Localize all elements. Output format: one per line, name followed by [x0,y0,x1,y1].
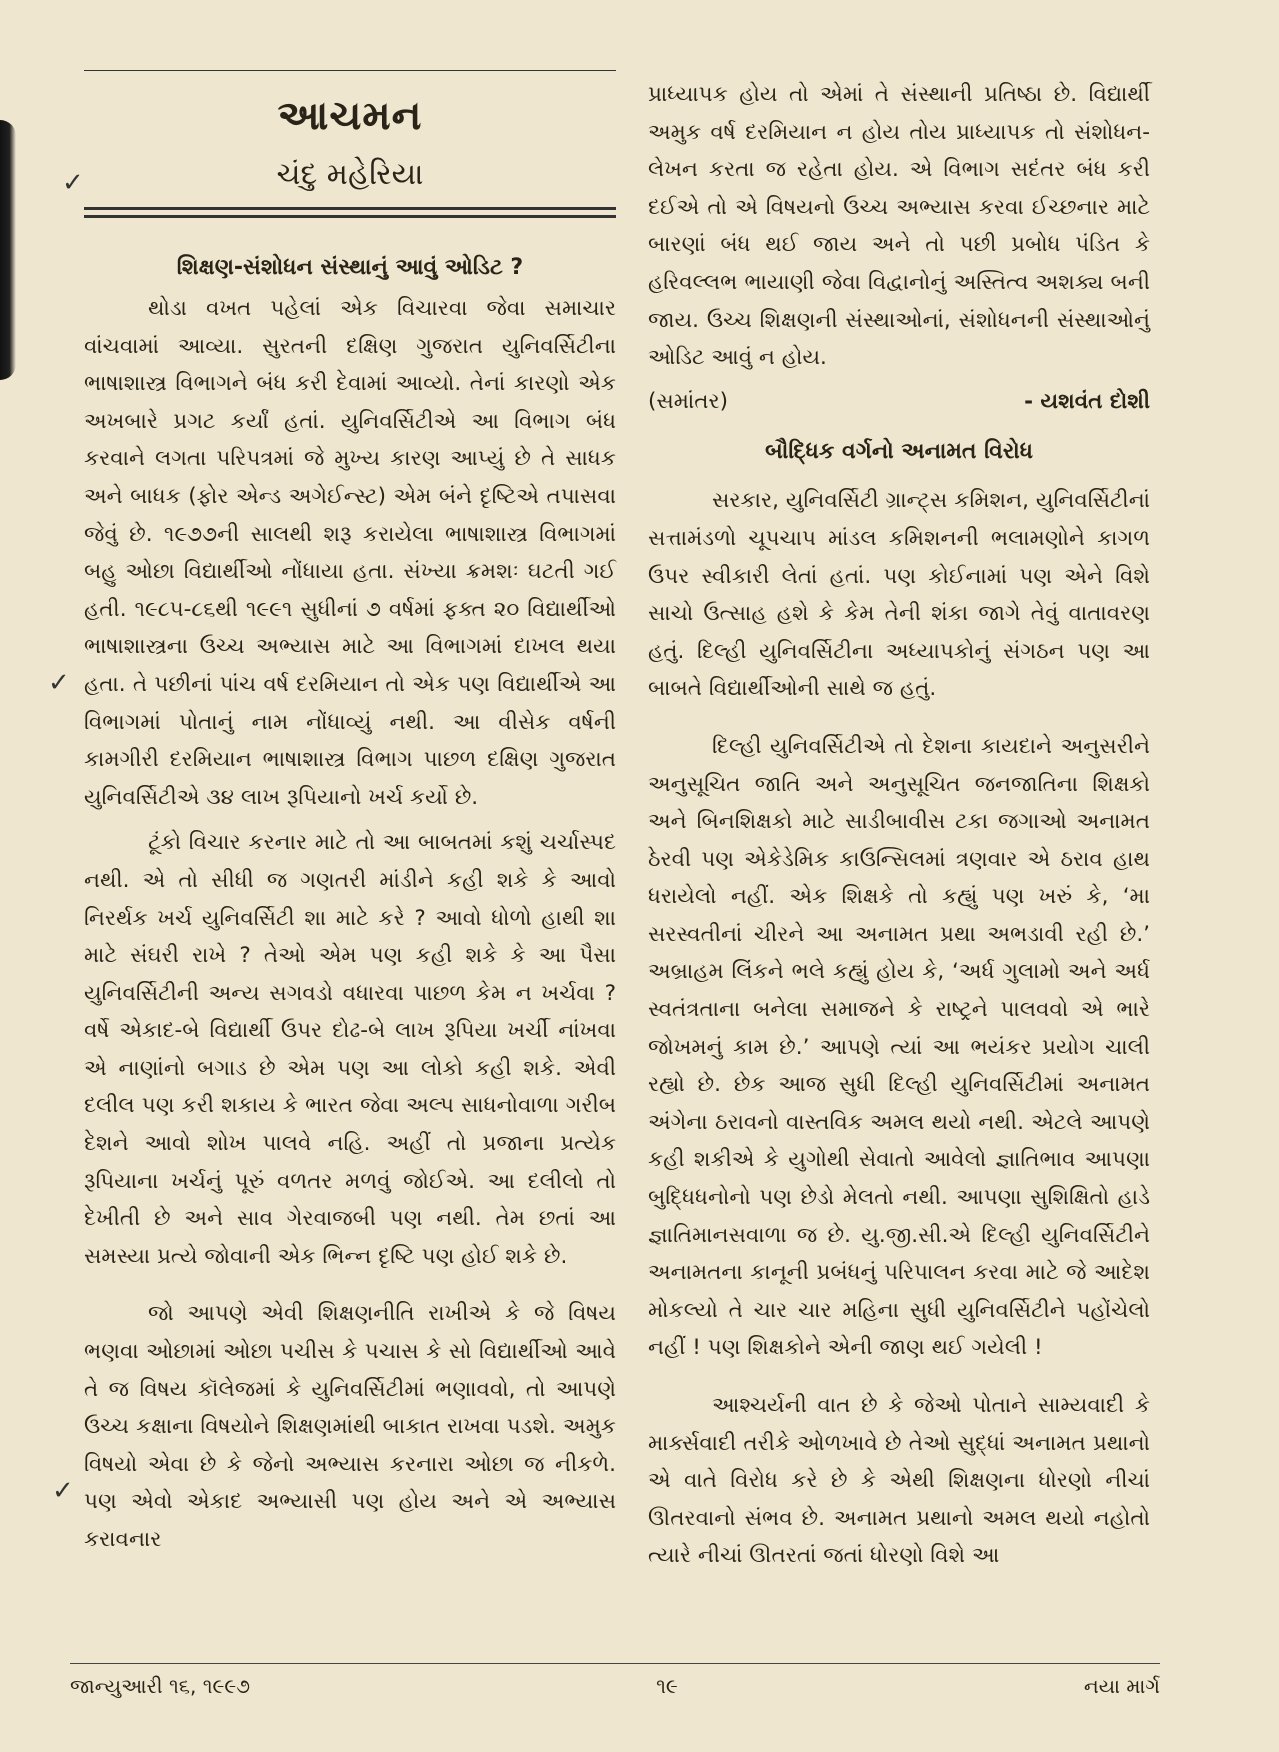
footer-date: જાન્યુઆરી ૧૬, ૧૯૯૭ [70,1674,251,1698]
article-paragraph: જો આપણે એવી શિક્ષણનીતિ રાખીએ કે જે વિષય ભણવા ઓછામાં ઓછા પચીસ કે પચાસ કે સો વિદ્યાર્થીઓ આવે તે જ વિષય કૉલેજમાં કે યુનિવર્સિટીમાં ભણાવવો, તો આપણે ઉચ્ચ કક્ષાના વિષયોને શિક્ષણમાંથી બાકાત રાખવા પડશે. અમુક વિષયો એવા છે કે જેનો અભ્યાસ કરનારા ઓછા જ નીકળે. પણ એવો એકાદ અભ્યાસી પણ હોય અને એ અભ્યાસ કરાવનાર [84,1301,616,1552]
page-number: ૧૯ [656,1674,678,1698]
article-title: શિક્ષણ-સંશોધન સંસ્થાનું આવું ઓડિટ ? [176,255,524,280]
article-paragraph: દિલ્હી યુનિવર્સિટીએ તો દેશના કાયદાને અનુસરીને અનુસૂચિત જાતિ અને અનુસૂચિત જનજાતિના શિક્ષકો અને બિનશિક્ષકો માટે સાડીબાવીસ ટકા જગાઓ અનામત ઠેરવી પણ એકેડેમિક કાઉન્સિલમાં ત્રણવાર એ ઠરાવ હાથ ધરાયેલો નહીં. એક શિક્ષકે તો કહ્યું પણ ખરું કે, ‘મા સરસ્વતીનાં ચીરને આ અનામત પ્રથા અભડાવી રહી છે.’ અબ્રાહમ લિંકને ભલે કહ્યું હોય કે, ‘અર્ધ ગુલામો અને અર્ધ સ્વતંત્રતાના બનેલા સમાજને કે રાષ્ટ્રને પાલવવો એ ભારે જોખમનું કામ છે.’ આપણે ત્યાં આ ભયંકર પ્રયોગ ચાલી રહ્યો છે. છેક આજ સુધી દિલ્હી યુનિવર્સિટીમાં અનામત અંગેના ઠરાવનો વાસ્તવિક અમલ થયો નથી. એટલે આપણે કહી શકીએ કે યુગોથી સેવાતો આવેલો જ્ઞાતિભાવ આપણા બુદ્ધિધનોનો પણ છેડો મેલતો નથી. આપણા સુશિક્ષિતો હાડે જ્ઞાતિમાનસવાળા જ છે. યુ.જી.સી.એ દિલ્હી યુનિવર્સિટીને અનામતના કાનૂની પ્રબંધનું પરિપાલન કરવા માટે જે આદેશ મોકલ્યો તે ચાર ચાર મહિના સુધી યુનિવર્સિટીને પહોંચેલો નહીં ! પણ શિક્ષકોને એની જાણ થઈ ગયેલી ! [648,733,1150,1361]
double-rule [84,215,616,218]
source-label: (સમાંતર) [648,388,729,414]
article-paragraph: સરકાર, યુનિવર્સિટી ગ્રાન્ટ્સ કમિશન, યુનિવર્સિટીનાં સત્તામંડળો ચૂપચાપ માંડલ કમિશનની ભલામણોને કાગળ ઉપર સ્વીકારી લેતાં હતાં. પણ કોઈનામાં પણ એને વિશે સાચો ઉત્સાહ હશે કે કેમ તેની શંકા જાગે તેવું વાતાવરણ હતું. દિલ્હી યુનિવર્સિટીના અધ્યાપકોનું સંગઠન પણ આ બાબતે વિદ્યાર્થીઓની સાથે જ હતું. [648,488,1150,702]
top-rule [84,70,616,71]
article-paragraph: થોડા વખત પહેલાં એક વિચારવા જેવા સમાચાર વાંચવામાં આવ્યા. સુરતની દક્ષિણ ગુજરાત યુનિવર્સિટીના ભાષાશાસ્ત્ર વિભાગને બંધ કરી દેવામાં આવ્યો. તેનાં કારણો એક અખબારે પ્રગટ કર્યાં હતાં. યુનિવર્સિટીએ આ વિભાગ બંધ કરવાને લગતા પરિપત્રમાં જે મુખ્ય કારણ આપ્યું છે તે સાધક અને બાધક (ફોર એન્ડ અગેઈન્સ્ટ) એમ બંને દૃષ્ટિએ તપાસવા જેવું છે. ૧૯૭૭ની સાલથી શરૂ કરાયેલા ભાષાશાસ્ત્ર વિભાગમાં બહુ ઓછા વિદ્યાર્થીઓ નોંધાયા હતા. સંખ્યા ક્રમશઃ ઘટતી ગઈ હતી. ૧૯૮૫-૮૬થી ૧૯૯૧ સુધીનાં ૭ વર્ષમાં ફક્ત ૨૦ વિદ્યાર્થીઓ ભાષાશાસ્ત્રના ઉચ્ચ અભ્યાસ માટે આ વિભાગમાં દાખલ થયા હતા. તે પછીનાં પાંચ વર્ષ દરમિયાન તો એક પણ વિદ્યાર્થીએ આ વિભાગમાં પોતાનું નામ નોંધાવ્યું નથી. આ વીસેક વર્ષની કામગીરી દરમિયાન ભાષાશાસ્ત્ર વિભાગ પાછળ દક્ષિણ ગુજરાત યુનિવર્સિટીએ ૩૪ લાખ રૂપિયાનો ખર્ચ કર્યો છે. [84,296,616,810]
pen-mark: ✓ [62,168,84,198]
double-rule [84,207,616,210]
page-edge-shadow [0,120,16,380]
pen-mark: ✓ [52,1476,74,1506]
left-column [84,70,616,1559]
article-paragraph: આશ્ચર્યની વાત છે કે જેઓ પોતાને સામ્યવાદી કે માર્ક્સવાદી તરીકે ઓળખાવે છે તેઓ સુદ્ધાં અનામત પ્રથાનો એ વાતે વિરોધ કરે છે કે એથી શિક્ષણના ધોરણો નીચાં ઊતરવાનો સંભવ છે. અનામત પ્રથાનો અમલ થયો નહોતો ત્યારે નીચાં ઊતરતાં જતાં ધોરણો વિશે આ [648,1393,1150,1569]
article-paragraph: પ્રાધ્યાપક હોય તો એમાં તે સંસ્થાની પ્રતિષ્ઠા છે. વિદ્યાર્થી અમુક વર્ષ દરમિયાન ન હોય તોય પ્રાધ્યાપક તો સંશોધન-લેખન કરતા જ રહેતા હોય. એ વિભાગ સદંતર બંધ કરી દઈએ તો એ વિષયનો ઉચ્ચ અભ્યાસ કરવા ઈચ્છનાર માટે બારણાં બંધ થઈ જાય અને તો પછી પ્રબોધ પંડિત કે હરિવલ્લભ ભાયાણી જેવા વિદ્વાનોનું અસ્તિત્વ અશક્ય બની જાય. ઉચ્ચ શિક્ષણની સંસ્થાઓનાં, સંશોધનની સંસ્થાઓનું ઓડિટ આવું ન હોય. [648,82,1150,371]
article-title: બૌદ્ધિક વર્ગનો અનામત વિરોધ [765,439,1033,465]
source-line [648,383,1150,421]
article-paragraph: ટૂંકો વિચાર કરનાર માટે તો આ બાબતમાં કશું ચર્ચાસ્પદ નથી. એ તો સીધી જ ગણતરી માંડીને કહી શકે કે આવો નિરર્થક ખર્ચ યુનિવર્સિટી શા માટે કરે ? આવો ધોળો હાથી શા માટે સંઘરી રાખે ? તેઓ એમ પણ કહી શકે કે આ પૈસા યુનિવર્સિટીની અન્ય સગવડો વધારવા પાછળ કેમ ન ખર્ચવા ? વર્ષે એકાદ-બે વિદ્યાર્થી ઉપર દોઢ-બે લાખ રૂપિયા ખર્ચી નાંખવા એ નાણાંનો બગાડ છે એમ પણ આ લોકો કહી શકે. એવી દલીલ પણ કરી શકાય કે ભારત જેવા અલ્પ સાધનોવાળા ગરીબ દેશને આવો શોખ પાલવે નહિ. અહીં તો પ્રજાના પ્રત્યેક રૂપિયાના ખર્ચનું પૂરું વળતર મળવું જોઈએ. આ દલીલો તો દેખીતી છે અને સાવ ગેરવાજબી પણ નથી. તેમ છતાં આ સમસ્યા પ્રત્યે જોવાની એક ભિન્ન દૃષ્ટિ પણ હોઈ શકે છે. [84,830,616,1269]
pen-mark: ✓ [48,668,70,698]
author-signature: - યશવંત દોશી [1024,388,1150,414]
author-name: ચંદુ મહેરિયા [276,157,424,192]
section-title: આચમન [277,93,423,139]
page-footer [70,1663,1160,1698]
publication-name: નયા માર્ગ [1083,1674,1160,1698]
right-column [648,76,1150,1575]
